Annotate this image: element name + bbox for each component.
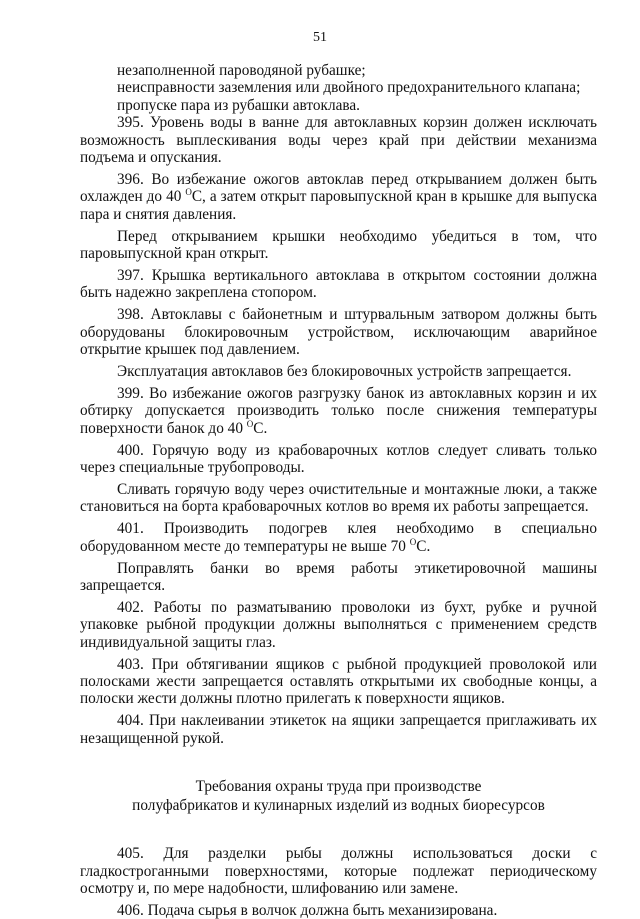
section-heading-line-2: полуфабрикатов и кулинарных изделий из водных биоресурсов bbox=[132, 797, 545, 815]
paragraph-396-continued: Перед открыванием крышки необходимо убедиться в том, что паровыпускной кран открыт. bbox=[80, 227, 597, 263]
paragraph-403: 403. При обтягивании ящиков с рыбной продукцией проволокой или полосками жести запрещается оставлять открытыми их свободные концы, а полоски жести должны плотно прилегать к поверхности ящиков. bbox=[80, 655, 597, 708]
section-heading bbox=[80, 777, 597, 815]
paragraph-402: 402. Работы по разматыванию проволоки из бухт, рубке и ручной упаковке рыбной продукции должны выполняться с применением средств индивидуальной защиты глаз. bbox=[80, 598, 597, 651]
document-body bbox=[80, 62, 597, 919]
paragraph-406: 406. Подача сырья в волчок должна быть механизирована. bbox=[117, 901, 498, 919]
paragraph-404: 404. При наклеивании этикеток на ящики запрещается приглаживать их незащищенной рукой. bbox=[80, 712, 597, 747]
paragraph-397: 397. Крышка вертикального автоклава в открытом состоянии должна быть надежно закреплена стопором. bbox=[80, 266, 597, 302]
degree-symbol: О bbox=[409, 536, 417, 547]
paragraph-399: 399. Во избежание ожогов разгрузку банок из автоклавных корзин и их обтирку допускается производить только после снижения температуры поверхности банок до 40 $^О$С. bbox=[80, 384, 597, 437]
list-item: пропуске пара из рубашки автоклава. bbox=[117, 96, 361, 114]
paragraph-401: 401. Производить подогрев клея необходимо в специально оборудованном месте до температуры не выше 70 $^О$С. bbox=[80, 520, 597, 555]
list-item: неисправности заземления или двойного предохранительного клапана; bbox=[117, 79, 581, 97]
section-heading-line-1: Требования охраны труда при производстве bbox=[195, 778, 482, 796]
paragraph-396: 396. Во избежание ожогов автоклав перед открыванием должен быть охлажден до 40 $^О$С, а затем открыт паровыпускной кран в крышке для выпуска пара и снятия давления. bbox=[80, 170, 597, 223]
paragraph-395: 395. Уровень воды в ванне для автоклавных корзин должен исключать возможность выплескивания воды через край при действии механизма подъема и опускания. bbox=[80, 114, 597, 167]
list-item: незаполненной пароводяной рубашке; bbox=[117, 62, 366, 79]
paragraph-400-continued: Сливать горячую воду через очистительные и монтажные люки, а также становиться на борта крабоварочных котлов во время их работы запрещается. bbox=[80, 480, 597, 516]
paragraph-401-continued: Поправлять банки во время работы этикетировочной машины запрещается. bbox=[80, 559, 597, 594]
paragraph-405: 405. Для разделки рыбы должны использоваться доски с гладкостроганными поверхностями, которые подлежат периодическому осмотру и, по мере надобности, шлифованию или замене. bbox=[80, 845, 597, 897]
degree-symbol: О bbox=[185, 187, 192, 198]
page-number: 51 bbox=[313, 30, 327, 45]
paragraph-398-continued: Эксплуатация автоклавов без блокировочных устройств запрещается. bbox=[117, 363, 572, 380]
degree-symbol: О bbox=[246, 418, 254, 429]
paragraph-398: 398. Автоклавы с байонетным и штурвальным затвором должны быть оборудованы блокировочным устройством, исключающим аварийное открытие крышек под давлением. bbox=[80, 306, 597, 359]
paragraph-400: 400. Горячую воду из крабоварочных котлов следует сливать только через специальные трубопроводы. bbox=[80, 441, 597, 477]
